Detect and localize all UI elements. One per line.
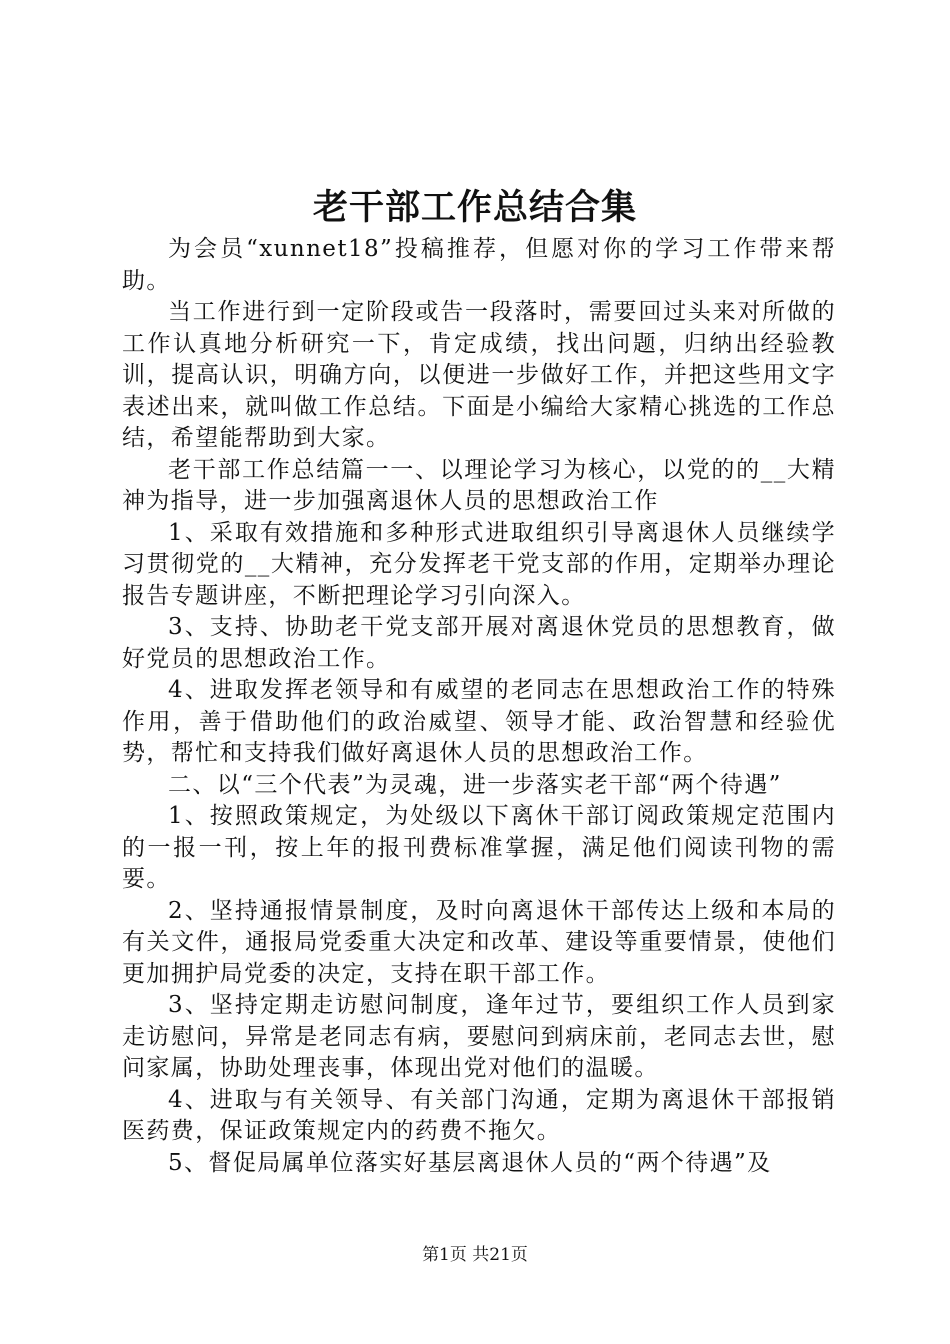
section-heading: 二、以“三个代表”为灵魂，进一步落实老干部“两个待遇”	[168, 771, 782, 798]
paragraph: 老干部工作总结篇一一、以理论学习为核心，以党的的__大精神为指导，进一步加强离退休人员的思想政治工作	[122, 456, 836, 514]
paragraph: 为会员“xunnet18”投稿推荐，但愿对你的学习工作带来帮助。	[122, 236, 836, 294]
paragraph: 5、督促局属单位落实好基层离退休人员的“两个待遇”及	[168, 1149, 772, 1176]
page-footer: 第1页 共21页	[422, 1245, 528, 1265]
paragraph: 1、采取有效措施和多种形式进取组织引导离退休人员继续学习贯彻党的__大精神，充分发挥老干党支部的作用，定期举办理论报告专题讲座，不断把理论学习引向深入。	[122, 519, 836, 609]
paragraph: 4、进取发挥老领导和有威望的老同志在思想政治工作的特殊作用，善于借助他们的政治威望、领导才能、政治智慧和经验优势，帮忙和支持我们做好离退休人员的思想政治工作。	[122, 677, 836, 766]
paragraph: 3、坚持定期走访慰问制度，逢年过节，要组织工作人员到家走访慰问，异常是老同志有病，要慰问到病床前，老同志去世，慰问家属，协助处理丧事，体现出党对他们的温暖。	[122, 992, 836, 1081]
paragraph: 1、按照政策规定，为处级以下离休干部订阅政策规定范围内的一报一刊，按上年的报刊费标准掌握，满足他们阅读刊物的需要。	[122, 803, 836, 892]
paragraph: 2、坚持通报情景制度，及时向离退休干部传达上级和本局的有关文件，通报局党委重大决定和改革、建设等重要情景，使他们更加拥护局党委的决定，支持在职干部工作。	[122, 897, 836, 987]
paragraph: 3、支持、协助老干党支部开展对离退休党员的思想教育，做好党员的思想政治工作。	[122, 614, 836, 672]
document-body	[122, 234, 836, 1179]
paragraph: 4、进取与有关领导、有关部门沟通，定期为离退休干部报销医药费，保证政策规定内的药费不拖欠。	[122, 1086, 836, 1144]
paragraph: 当工作进行到一定阶段或告一段落时，需要回过头来对所做的工作认真地分析研究一下，肯定成绩，找出问题，归纳出经验教训，提高认识，明确方向，以便进一步做好工作，并把这些用文字表述出来，就叫做工作总结。下面是小编给大家精心挑选的工作总结，希望能帮助到大家。	[122, 299, 836, 451]
document-title: 老干部工作总结合集	[312, 187, 637, 228]
